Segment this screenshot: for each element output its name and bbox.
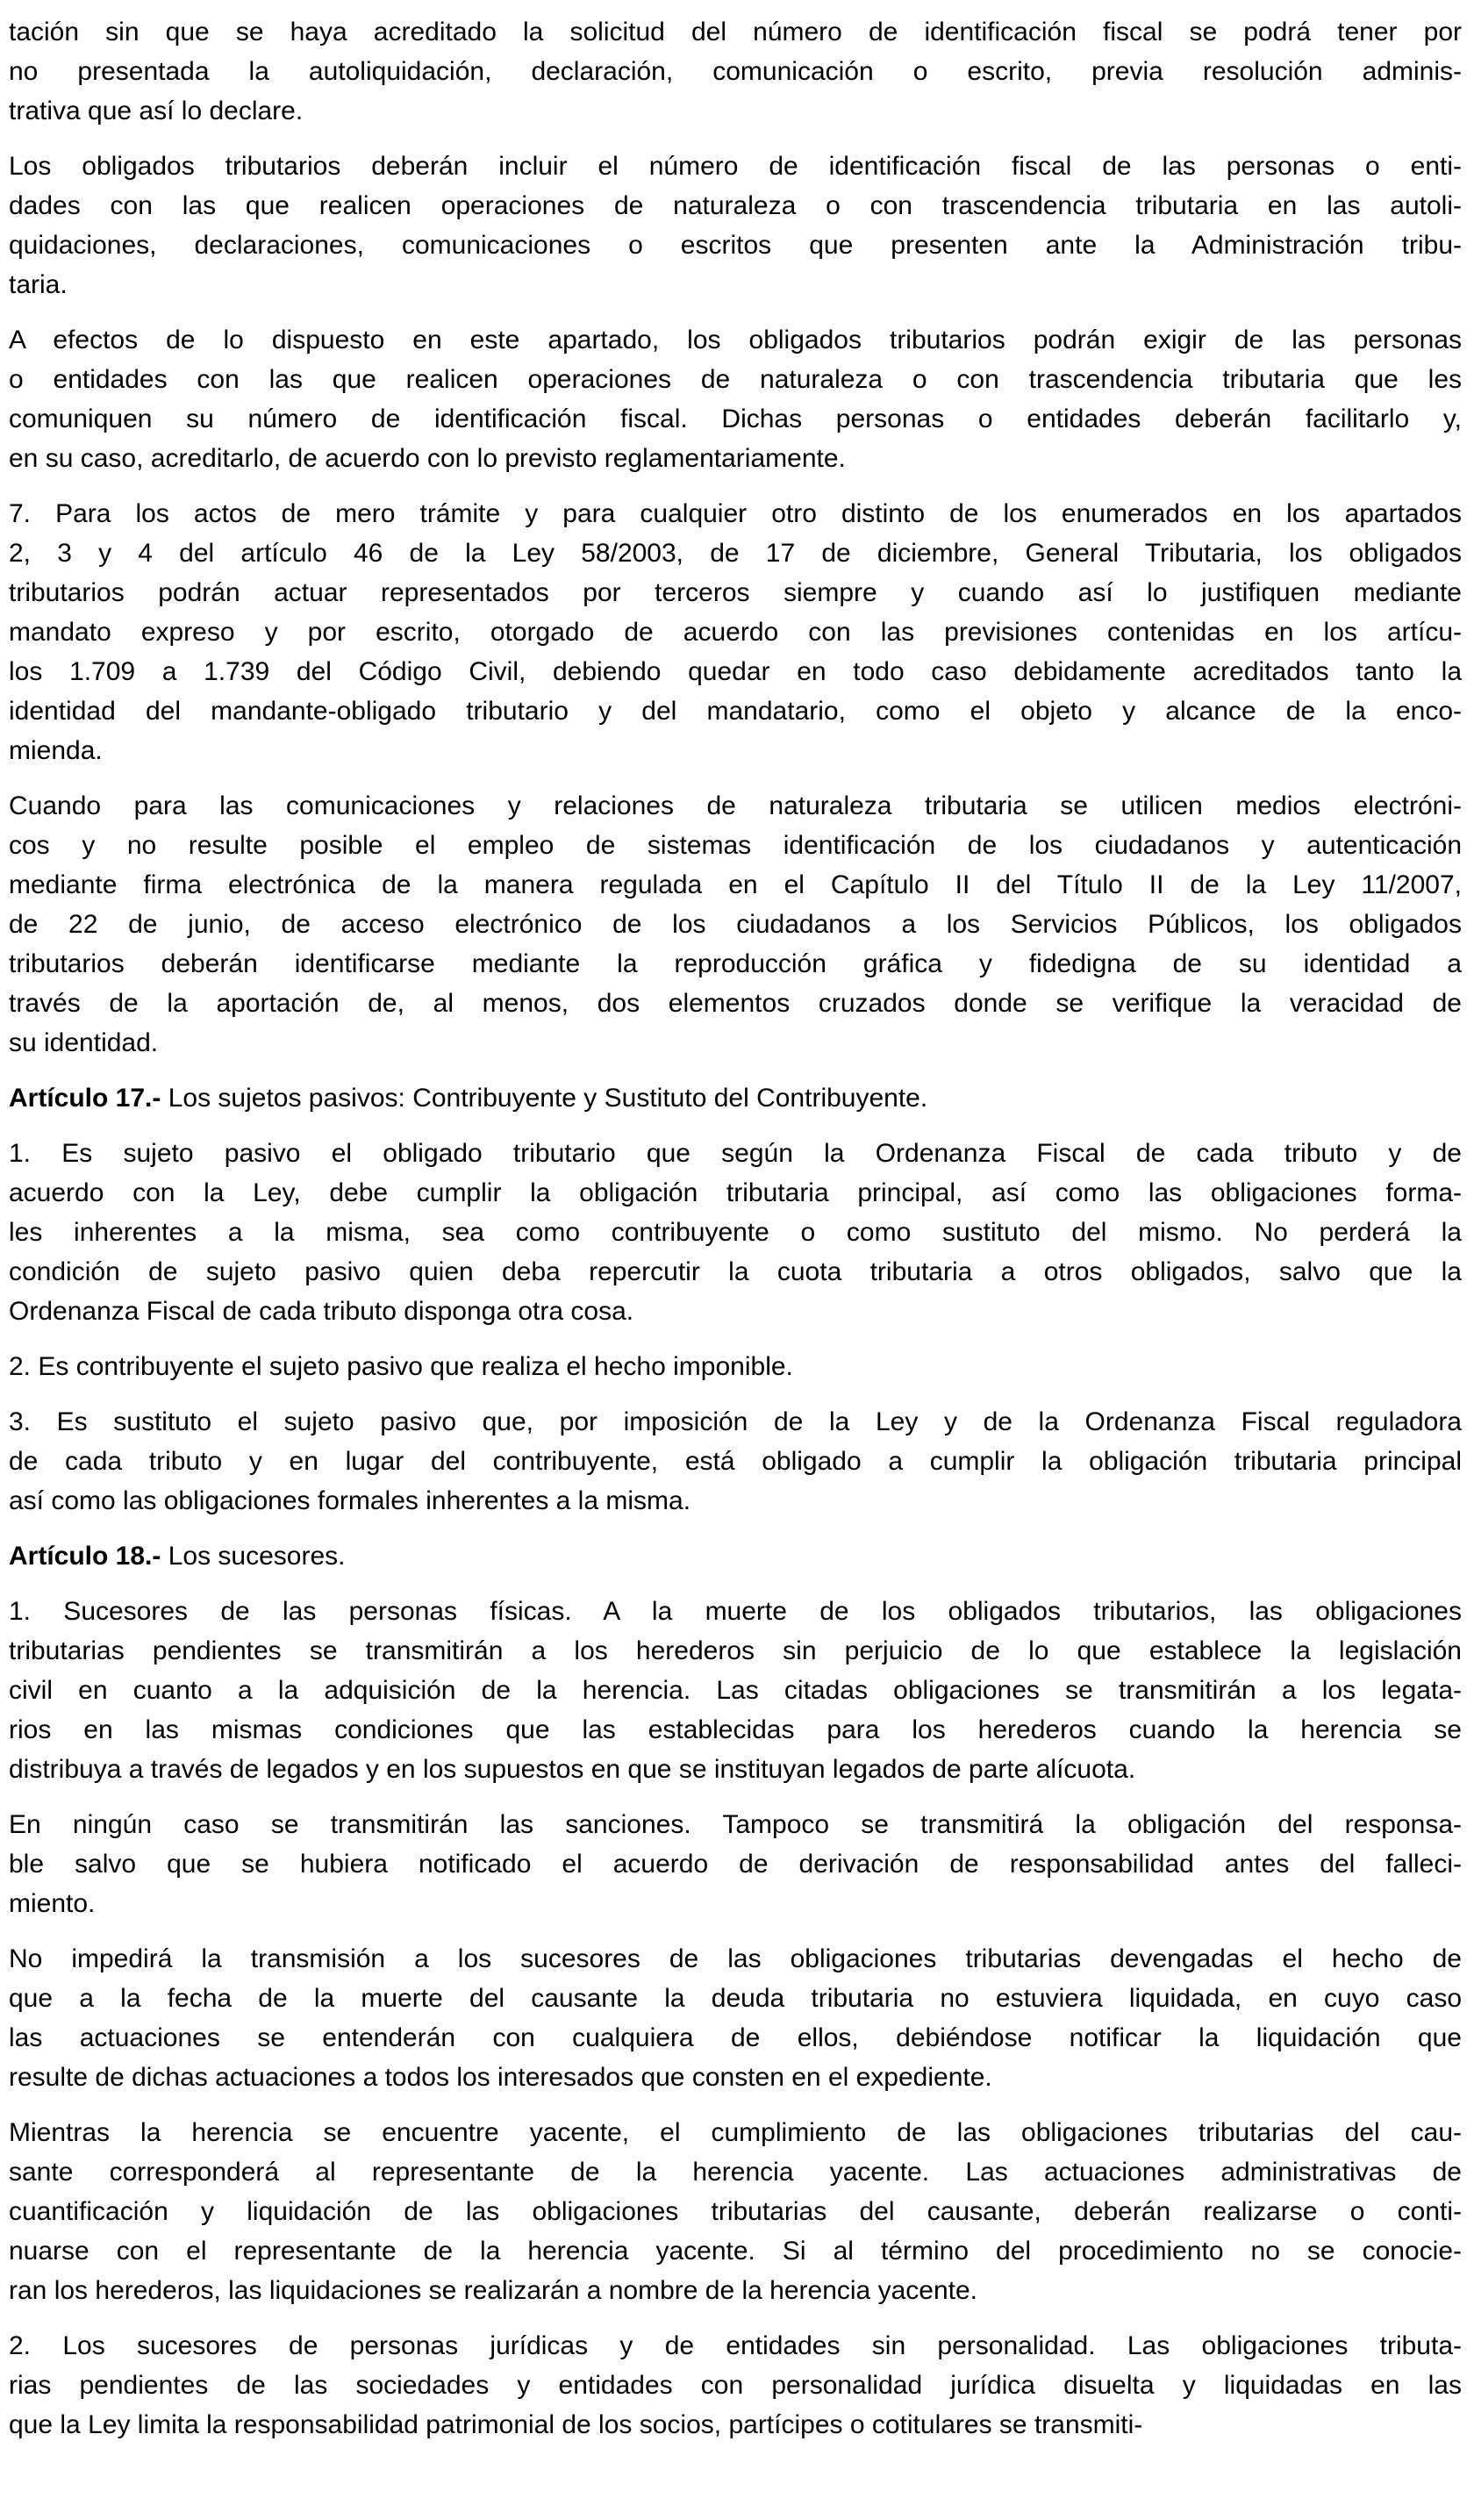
text-line: tributarios podrán actuar representados por terceros siempre y cuando así lo justifiquen mediante xyxy=(9,578,1462,607)
article-heading xyxy=(9,1536,1462,1576)
text-line: nuarse con el representante de la herencia yacente. Si al término del procedimiento no se conocie- xyxy=(9,2237,1462,2266)
text-line: dades con las que realicen operaciones de naturaleza o con trascendencia tributaria en las autoli- xyxy=(9,191,1462,220)
text-line: tación sin que se haya acreditado la solicitud del número de identificación fiscal se podrá tener por xyxy=(9,18,1462,47)
text-line xyxy=(9,1536,1462,1576)
text-line: civil en cuanto a la adquisición de la herencia. Las citadas obligaciones se transmitirán a los legata- xyxy=(9,1676,1462,1705)
text-line: que la Ley limita la responsabilidad patrimonial de los socios, partícipes o cotitulares se transmiti- xyxy=(9,2410,1143,2439)
text-line: 1. Es sujeto pasivo el obligado tributario que según la Ordenanza Fiscal de cada tributo y de xyxy=(9,1139,1462,1168)
text-line: tributarias pendientes se transmitirán a los herederos sin perjuicio de lo que establece la legislación xyxy=(9,1636,1462,1665)
article-title: Los sucesores. xyxy=(161,1542,346,1571)
text-line: 2. Es contribuyente el sujeto pasivo que realiza el hecho imponible. xyxy=(9,1352,793,1381)
text-line: 2. Los sucesores de personas jurídicas y de entidades sin personalidad. Las obligaciones tributa- xyxy=(9,2331,1462,2360)
text-line: mediante firma electrónica de la manera regulada en el Capítulo II del Título II de la Ley 11/2007, xyxy=(9,870,1462,899)
paragraph xyxy=(9,12,1462,131)
paragraph xyxy=(9,1347,1462,1386)
text-line: 1. Sucesores de las personas físicas. A la muerte de los obligados tributarios, las obligaciones xyxy=(9,1597,1462,1626)
text-line: en su caso, acreditarlo, de acuerdo con lo previsto reglamentariamente. xyxy=(9,444,846,473)
text-line: través de la aportación de, al menos, dos elementos cruzados donde se verifique la veracidad de xyxy=(9,989,1462,1018)
text-line: condición de sujeto pasivo quien deba repercutir la cuota tributaria a otros obligados, salvo que la xyxy=(9,1257,1462,1286)
text-line: las actuaciones se entenderán con cualquiera de ellos, debiéndose notificar la liquidación que xyxy=(9,2023,1462,2052)
text-line: ran los herederos, las liquidaciones se realizarán a nombre de la herencia yacente. xyxy=(9,2276,977,2305)
text-line: de 22 de junio, de acceso electrónico de los ciudadanos a los Servicios Públicos, los obligados xyxy=(9,910,1462,939)
text-line: En ningún caso se transmitirán las sanciones. Tampoco se transmitirá la obligación del responsa- xyxy=(9,1810,1462,1839)
text-line: identidad del mandante-obligado tributario y del mandatario, como el objeto y alcance de la enco- xyxy=(9,697,1462,726)
text-line: quidaciones, declaraciones, comunicaciones o escritos que presenten ante la Administración tribu- xyxy=(9,231,1462,260)
article-title: Los sujetos pasivos: Contribuyente y Sustituto del Contribuyente. xyxy=(161,1084,928,1113)
text-line: A efectos de lo dispuesto en este apartado, los obligados tributarios podrán exigir de las personas xyxy=(9,326,1462,354)
text-line: mandato expreso y por escrito, otorgado de acuerdo con las previsiones contenidas en los artícu- xyxy=(9,618,1462,647)
paragraph xyxy=(9,320,1462,478)
text-line: así como las obligaciones formales inherentes a la misma. xyxy=(9,1486,691,1515)
text-line: cuantificación y liquidación de las obligaciones tributarias del causante, deberán realizarse o conti- xyxy=(9,2197,1462,2226)
paragraph xyxy=(9,1805,1462,1923)
paragraph xyxy=(9,2113,1462,2310)
text-line: taria. xyxy=(9,270,68,299)
text-line: ble salvo que se hubiera notificado el acuerdo de derivación de responsabilidad antes del falleci- xyxy=(9,1850,1462,1879)
text-line: cos y no resulte posible el empleo de sistemas identificación de los ciudadanos y autenticación xyxy=(9,831,1462,860)
text-line: comuniquen su número de identificación fiscal. Dichas personas o entidades deberán facilitarlo y, xyxy=(9,404,1462,433)
text-line: No impedirá la transmisión a los sucesores de las obligaciones tributarias devengadas el hecho de xyxy=(9,1944,1462,1973)
text-line: Ordenanza Fiscal de cada tributo disponga otra cosa. xyxy=(9,1297,634,1326)
text-line: les inherentes a la misma, sea como contribuyente o como sustituto del mismo. No perderá la xyxy=(9,1218,1462,1247)
text-line: resulte de dichas actuaciones a todos los interesados que consten en el expediente. xyxy=(9,2063,992,2092)
paragraph xyxy=(9,1134,1462,1331)
text-line: Los obligados tributarios deberán incluir el número de identificación fiscal de las personas o enti- xyxy=(9,152,1462,181)
text-line: sante corresponderá al representante de la herencia yacente. Las actuaciones administrativas de xyxy=(9,2158,1462,2187)
text-line: Mientras la herencia se encuentre yacente, el cumplimiento de las obligaciones tributarias del cau- xyxy=(9,2118,1462,2147)
text-line: rias pendientes de las sociedades y entidades con personalidad jurídica disuelta y liquidadas en las xyxy=(9,2371,1462,2400)
paragraph xyxy=(9,1939,1462,2097)
text-line: que a la fecha de la muerte del causante la deuda tributaria no estuviera liquidada, en cuyo caso xyxy=(9,1984,1462,2013)
text-line: mienda. xyxy=(9,736,103,765)
text-line: rios en las mismas condiciones que las establecidas para los herederos cuando la herencia se xyxy=(9,1715,1462,1744)
text-line: acuerdo con la Ley, debe cumplir la obligación tributaria principal, así como las obligaciones forma- xyxy=(9,1178,1462,1207)
paragraph xyxy=(9,494,1462,770)
paragraph xyxy=(9,2326,1462,2445)
paragraph xyxy=(9,1592,1462,1789)
text-line xyxy=(9,1078,1462,1118)
text-line: 7. Para los actos de mero trámite y para cualquier otro distinto de los enumerados en los apartados xyxy=(9,499,1462,528)
paragraph xyxy=(9,786,1462,1063)
text-line: de cada tributo y en lugar del contribuyente, está obligado a cumplir la obligación tributaria principal xyxy=(9,1447,1462,1476)
article-number: Artículo 17.- xyxy=(9,1084,161,1113)
article-number: Artículo 18.- xyxy=(9,1542,161,1571)
text-line: 3. Es sustituto el sujeto pasivo que, por imposición de la Ley y de la Ordenanza Fiscal reguladora xyxy=(9,1407,1462,1436)
text-line: 2, 3 y 4 del artículo 46 de la Ley 58/2003, de 17 de diciembre, General Tributaria, los obligados xyxy=(9,539,1462,568)
paragraph xyxy=(9,1402,1462,1521)
text-line: miento. xyxy=(9,1889,96,1918)
text-line: no presentada la autoliquidación, declaración, comunicación o escrito, previa resolución adminis- xyxy=(9,57,1462,86)
text-line: o entidades con las que realicen operaciones de naturaleza o con trascendencia tributaria que les xyxy=(9,365,1462,394)
paragraph xyxy=(9,147,1462,304)
text-line: su identidad. xyxy=(9,1028,159,1057)
text-line: distribuya a través de legados y en los supuestos en que se instituyan legados de parte alícuota. xyxy=(9,1755,1136,1784)
text-line: Cuando para las comunicaciones y relaciones de naturaleza tributaria se utilicen medios electróni- xyxy=(9,791,1462,820)
article-heading xyxy=(9,1078,1462,1118)
text-line: los 1.709 a 1.739 del Código Civil, debiendo quedar en todo caso debidamente acreditados tanto la xyxy=(9,657,1462,686)
text-line: tributarios deberán identificarse mediante la reproducción gráfica y fidedigna de su identidad a xyxy=(9,949,1462,978)
text-line: trativa que así lo declare. xyxy=(9,97,304,125)
